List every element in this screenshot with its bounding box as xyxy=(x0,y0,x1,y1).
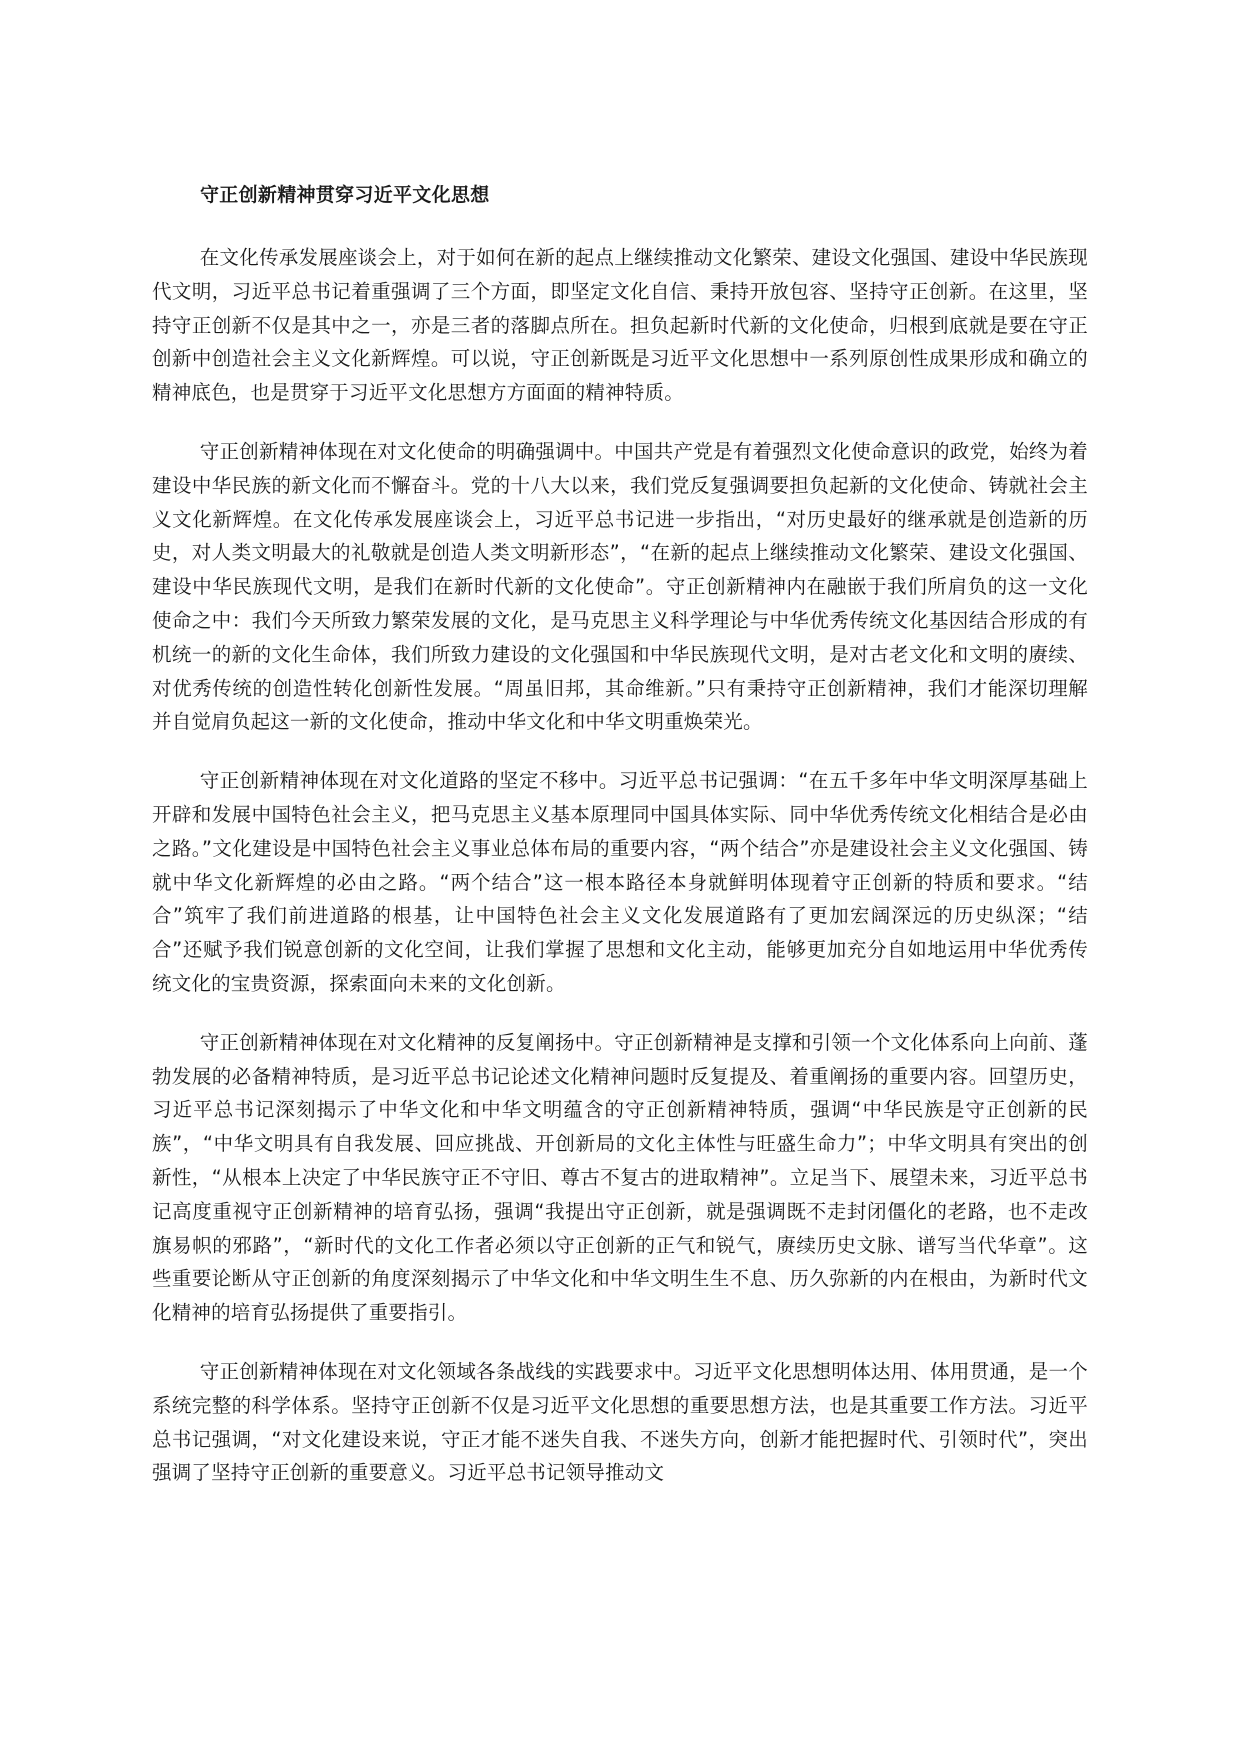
paragraph-4: 守正创新精神体现在对文化精神的反复阐扬中。守正创新精神是支撑和引领一个文化体系向上向前、蓬勃发展的必备精神特质，是习近平总书记论述文化精神问题时反复提及、着重阐扬的重要内容。回望历史，习近平总书记深刻揭示了中华文化和中华文明蕴含的守正创新精神特质，强调“中华民族是守正创新的民族”，“中华文明具有自我发展、回应挑战、开创新局的文化主体性与旺盛生命力”；中华文明具有突出的创新性，“从根本上决定了中华民族守正不守旧、尊古不复古的进取精神”。立足当下、展望未来，习近平总书记高度重视守正创新精神的培育弘扬，强调“我提出守正创新，就是强调既不走封闭僵化的老路，也不走改旗易帜的邪路”，“新时代的文化工作者必须以守正创新的正气和锐气，赓续历史文脉、谱写当代华章”。这些重要论断从守正创新的角度深刻揭示了中华文化和中华文明生生不息、历久弥新的内在根由，为新时代文化精神的培育弘扬提供了重要指引。 xyxy=(152,1030,1088,1325)
article-title: 守正创新精神贯穿习近平文化思想 xyxy=(200,184,490,206)
paragraph-3: 守正创新精神体现在对文化道路的坚定不移中。习近平总书记强调：“在五千多年中华文明深厚基础上开辟和发展中国特色社会主义，把马克思主义基本原理同中国具体实际、同中华优秀传统文化相结合是必由之路。”文化建设是中国特色社会主义事业总体布局的重要内容，“两个结合”亦是建设社会主义文化强国、铸就中华文化新辉煌的必由之路。“两个结合”这一根本路径本身就鲜明体现着守正创新的特质和要求。“结合”筑牢了我们前进道路的根基，让中国特色社会主义文化发展道路有了更加宏阔深远的历史纵深；“结合”还赋予我们锐意创新的文化空间，让我们掌握了思想和文化主动，能够更加充分自如地运用中华优秀传统文化的宝贵资源，探索面向未来的文化创新。 xyxy=(152,769,1088,995)
paragraph-2: 守正创新精神体现在对文化使命的明确强调中。中国共产党是有着强烈文化使命意识的政党，始终为着建设中华民族的新文化而不懈奋斗。党的十八大以来，我们党反复强调要担负起新的文化使命、铸就社会主义文化新辉煌。在文化传承发展座谈会上，习近平总书记进一步指出，“对历史最好的继承就是创造新的历史，对人类文明最大的礼敬就是创造人类文明新形态”，“在新的起点上继续推动文化繁荣、建设文化强国、建设中华民族现代文明，是我们在新时代新的文化使命”。守正创新精神内在融嵌于我们所肩负的这一文化使命之中：我们今天所致力繁荣发展的文化，是马克思主义科学理论与中华优秀传统文化基因结合形成的有机统一的新的文化生命体，我们所致力建设的文化强国和中华民族现代文明，是对古老文化和文明的赓续、对优秀传统的创造性转化创新性发展。“周虽旧邦，其命维新。”只有秉持守正创新精神，我们才能深切理解并自觉肩负起这一新的文化使命，推动中华文化和中华文明重焕荣光。 xyxy=(152,439,1088,734)
paragraph-1: 在文化传承发展座谈会上，对于如何在新的起点上继续推动文化繁荣、建设文化强国、建设中华民族现代文明，习近平总书记着重强调了三个方面，即坚定文化自信、秉持开放包容、坚持守正创新。在这里，坚持守正创新不仅是其中之一，亦是三者的落脚点所在。担负起新时代新的文化使命，归根到底就是要在守正创新中创造社会主义文化新辉煌。可以说，守正创新既是习近平文化思想中一系列原创性成果形成和确立的精神底色，也是贯穿于习近平文化思想方方面面的精神特质。 xyxy=(152,246,1088,405)
paragraph-5: 守正创新精神体现在对文化领域各条战线的实践要求中。习近平文化思想明体达用、体用贯通，是一个系统完整的科学体系。坚持守正创新不仅是习近平文化思想的重要思想方法，也是其重要工作方法。习近平总书记强调，“对文化建设来说，守正才能不迷失自我、不迷失方向，创新才能把握时代、引领时代”，突出强调了坚持守正创新的重要意义。习近平总书记领导推动文 xyxy=(152,1359,1088,1485)
article-body xyxy=(152,178,1088,1515)
